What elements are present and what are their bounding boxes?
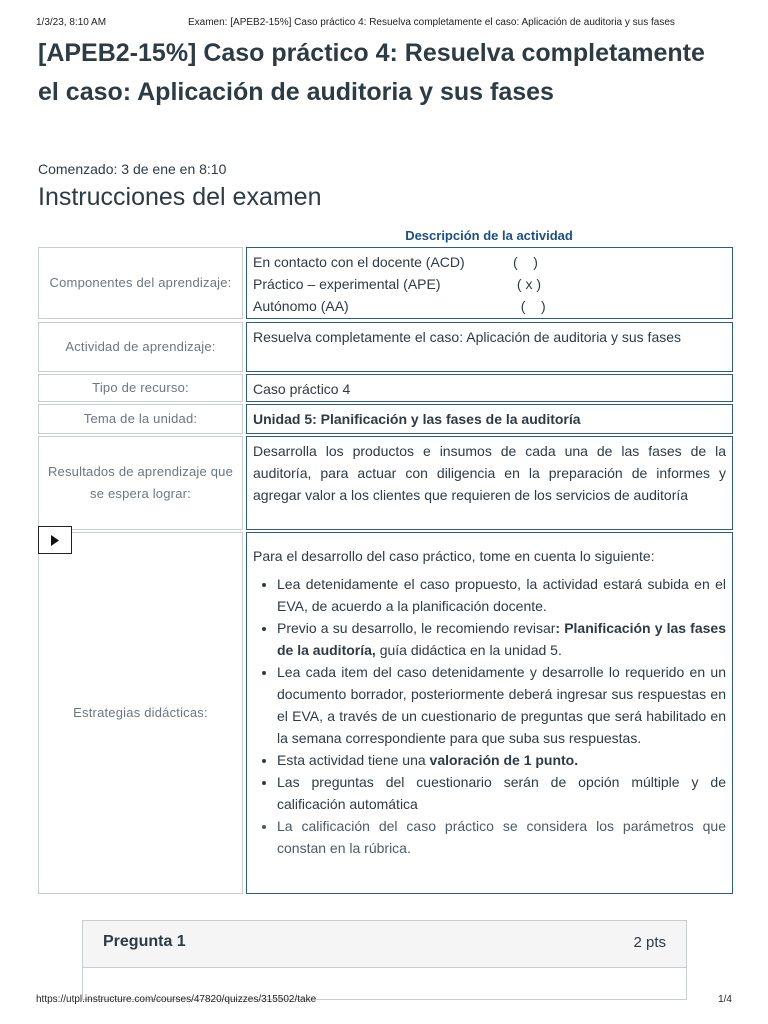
list-item-text: guía didáctica en la unidad 5.	[375, 642, 562, 658]
label-tipo-recurso: Tipo de recurso:	[38, 374, 243, 402]
label-actividad: Actividad de aprendizaje:	[38, 322, 243, 372]
estrategias-intro: Para el desarrollo del caso práctico, tome en cuenta lo siguiente:	[253, 548, 655, 564]
estrategias-list	[253, 573, 726, 859]
question-points: 2 pts	[633, 934, 666, 951]
value-resultados: Desarrolla los productos e insumos de cada una de las fases de la auditoría, para actuar con diligencia en la preparación de informes y agregar valor a los clientes que requieren de los servicios de auditoría	[246, 436, 733, 530]
question-name: Pregunta 1	[103, 933, 186, 950]
component-line-acd	[253, 251, 726, 273]
value-tema-unidad: Unidad 5: Planificación y las fases de la auditoría	[246, 404, 733, 434]
label-estrategias: Estrategias didácticas:	[38, 532, 243, 894]
component-line-aa	[253, 295, 726, 317]
component-acd-label: En contacto con el docente (ACD)	[253, 254, 465, 270]
started-value: 3 de ene en 8:10	[121, 161, 227, 177]
value-tipo-recurso: Caso práctico 4	[246, 374, 733, 402]
component-ape-mark: ( x )	[513, 276, 541, 292]
list-item-text: Previo a su desarrollo, le recomiendo revisar	[277, 620, 556, 636]
print-datetime: 1/3/23, 8:10 AM	[36, 17, 107, 28]
quiz-started	[38, 161, 226, 177]
list-item-bold: valoración de 1 punto.	[429, 752, 579, 768]
print-page-title: Examen: [APEB2-15%] Caso práctico 4: Resuelva completamente el caso: Aplicación de auditoria y sus fases	[188, 17, 675, 28]
list-item	[277, 617, 726, 661]
label-componentes: Componentes del aprendizaje:	[38, 247, 243, 319]
play-icon	[50, 535, 60, 546]
label-resultados: Resultados de aprendizaje que se espera lograr:	[38, 436, 243, 530]
component-ape-label: Práctico – experimental (APE)	[253, 276, 441, 292]
component-line-ape	[253, 273, 726, 295]
started-label: Comenzado:	[38, 161, 118, 177]
quiz-title: [APEB2-15%] Caso práctico 4: Resuelva completamente el caso: Aplicación de auditoria y sus fases	[38, 39, 705, 106]
component-acd-mark: ( )	[513, 254, 538, 270]
value-actividad: Resuelva completamente el caso: Aplicación de auditoria y sus fases	[246, 322, 733, 372]
list-item	[277, 749, 726, 771]
media-play-button[interactable]	[38, 526, 72, 554]
print-page-number: 1/4	[718, 994, 732, 1005]
value-estrategias	[246, 532, 733, 894]
component-aa-label: Autónomo (AA)	[253, 298, 349, 314]
print-url: https://utpl.instructure.com/courses/47820/quizzes/315502/take	[36, 994, 317, 1005]
instructions-heading: Instrucciones del examen	[38, 183, 322, 211]
component-aa-mark: ( )	[513, 298, 546, 314]
list-item-text: Esta actividad tiene una	[277, 752, 430, 768]
list-item: • Las preguntas del cuestionario serán de opción múltiple y de calificación automática	[277, 771, 726, 815]
list-item-bold: : Planificación y las fases de la auditoría,	[277, 620, 726, 658]
list-item: • Lea detenidamente el caso propuesto, la actividad estará subida en el EVA, de acuerdo a la planificación docente.	[277, 573, 726, 617]
question-card	[82, 920, 687, 1000]
question-header	[83, 921, 686, 968]
list-item: • La calificación del caso práctico se considera los parámetros que constan en la rúbrica.	[277, 815, 726, 859]
value-componentes	[246, 247, 733, 319]
activity-table-caption: Descripción de la actividad	[405, 228, 573, 243]
label-tema-unidad: Tema de la unidad:	[38, 404, 243, 434]
list-item: • Lea cada item del caso detenidamente y desarrolle lo requerido en un documento borrador, posteriormente deberá ingresar sus respuestas en el EVA, a través de un cuestionario de preguntas que será habilitado en la semana correspondiente para que suba sus respuestas.	[277, 661, 726, 749]
